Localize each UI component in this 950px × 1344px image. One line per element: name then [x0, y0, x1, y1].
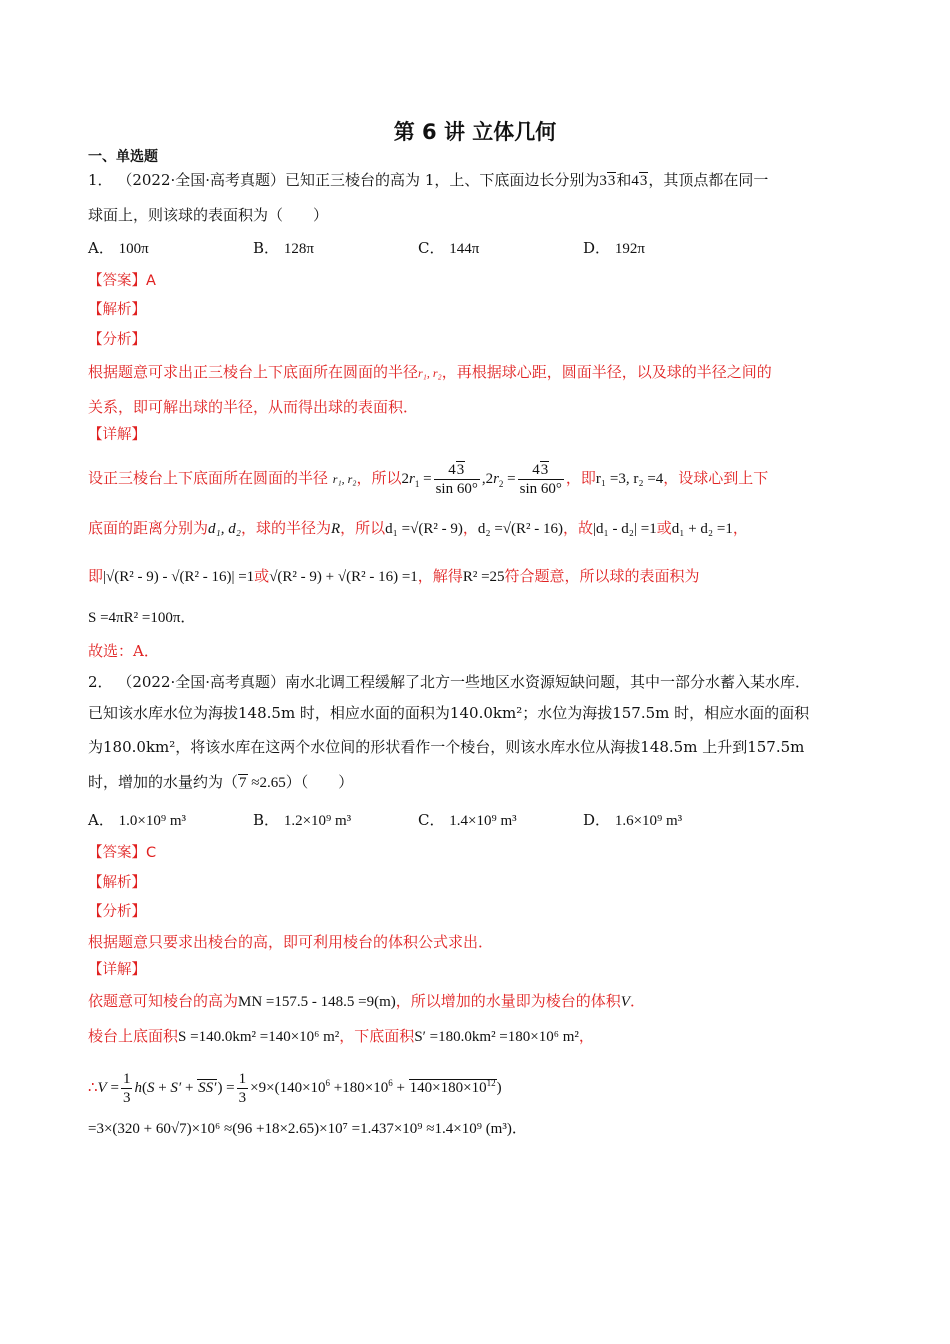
option-value: 1.2×10⁹ m³: [283, 813, 352, 829]
option-label: D．: [583, 811, 611, 829]
q1-edge-b: 43: [631, 173, 648, 189]
option-label: C．: [418, 239, 445, 257]
math-d2-expr: d₂ =√(R² - 16): [477, 521, 564, 537]
q1-choice: 故选：A．: [88, 642, 159, 660]
text: 或: [656, 519, 672, 537]
q1-detail-line1: [88, 458, 768, 504]
text: ．: [629, 992, 645, 1010]
q2-stem-line1: [88, 672, 810, 692]
q2-detail-line2: [88, 1026, 594, 1047]
q2-option-a[interactable]: [88, 809, 186, 830]
text: ，: [462, 519, 478, 537]
option-label: B．: [253, 239, 280, 257]
option-label: B．: [253, 811, 280, 829]
q1-stem-line2: 球面上，则该球的表面积为（ ）: [88, 206, 329, 224]
math-R2: R² =25: [462, 569, 505, 585]
text: 或: [254, 567, 270, 585]
q1-source: （2022·全国·高考真题）: [117, 171, 286, 189]
q2-stem-line2: 已知该水库水位为海拔148.5m 时，相应水面的面积为140.0km²；水位为海拔157.5m 时，相应水面的面积: [88, 704, 810, 722]
text: 时，增加的水量约为（: [88, 773, 239, 791]
text: 符合题意，所以球的表面积为: [504, 567, 700, 585]
math-sqrt7: 7: [239, 775, 247, 791]
math-S-expr: S =140.0km² =140×10⁶ m²: [178, 1029, 340, 1045]
option-value: 128π: [283, 241, 314, 257]
q2-fenxi-line: 根据题意只要求出棱台的高，即可利用棱台的体积公式求出．: [88, 933, 494, 951]
option-value: 1.4×10⁹ m³: [449, 813, 517, 829]
math-mn-expr: MN =157.5 - 148.5 =9(m): [238, 994, 396, 1010]
math-d1d2: d₁, d₂: [208, 521, 241, 537]
text: ，下底面积: [339, 1027, 415, 1045]
q2-stem-line4: [88, 772, 353, 793]
q1-detail-line2: [88, 518, 748, 539]
math-volume-formula: V = $\frac{1}{3}$ h(S + S′ + SS′) = $\frac{1}{3}$ $\times 9\times(140\times 10^6 +180\times 10^6 + 140\times 180\times 10^{12})$: [97, 1071, 502, 1107]
q1-option-b[interactable]: [253, 237, 314, 258]
text: ，再根据球心距，圆面半径，以及球的半径之间的: [441, 363, 772, 381]
therefore-symbol: ∴: [88, 1078, 98, 1096]
math-abs-expr: |√(R² - 9) - √(R² - 16)| =1: [103, 569, 255, 585]
section-heading: 一、单选题: [88, 149, 158, 165]
math-surface: S =4πR² =100π．: [88, 610, 196, 626]
math-2r1-expr: $2r_1$ = $\frac{43}{\sin 60^\circ}$ $,2r_2$ = $\frac{43}{\sin 60^\circ}$: [401, 462, 562, 498]
text: 棱台上底面积: [88, 1027, 179, 1045]
math-R: R: [330, 521, 341, 537]
text: ，解得: [417, 567, 463, 585]
text: 设正三棱台上下底面所在圆面的半径: [88, 469, 329, 487]
text: ，故: [563, 519, 594, 537]
option-label: A．: [88, 239, 114, 257]
math-r1r2: r₁, r₂: [418, 366, 442, 380]
page-title: 第 6 讲 立体几何: [393, 120, 557, 144]
math-sum-expr: d₁ + d₂ =1: [671, 521, 733, 537]
q2-detail-line3: [88, 1063, 502, 1108]
option-value: 144π: [449, 241, 480, 257]
option-label: D．: [583, 239, 611, 257]
q1-detail-line3: [88, 566, 700, 587]
q2-source: （2022·全国·高考真题）: [117, 673, 286, 691]
q2-answer: 【答案】C: [88, 845, 157, 861]
math-final-expr: =3×(320 + 60√7)×10⁶ ≈(96 +18×2.65)×10⁷ =1.437×10⁹ ≈1.4×10⁹ (m³)．: [88, 1121, 527, 1137]
q2-detail-line4: [88, 1118, 527, 1139]
option-label: A．: [88, 811, 114, 829]
q2-detail-line1: [88, 991, 645, 1012]
option-value: 1.6×10⁹ m³: [614, 813, 683, 829]
text: ，即: [565, 469, 596, 487]
text: 南水北调工程缓解了北方一些地区水资源短缺问题，其中一部分水蓄入某水库．: [285, 673, 811, 691]
q1-detail-line4: [88, 607, 195, 628]
q2-number: 2．: [88, 673, 113, 691]
q1-text-a: 已知正三棱台的高为 1，上、下底面边长分别为: [285, 171, 600, 189]
text: ，设球心到上下: [663, 469, 769, 487]
option-value: 1.0×10⁹ m³: [118, 813, 186, 829]
text: ，: [578, 1027, 594, 1045]
q2-option-b[interactable]: [253, 809, 351, 830]
q2-fenxi-tag: 【分析】: [88, 904, 146, 920]
text: ，: [732, 519, 748, 537]
q1-and: 和: [616, 171, 632, 189]
q1-option-d[interactable]: [583, 237, 645, 258]
text: ，所以: [356, 469, 402, 487]
q1-edge-a: 33: [599, 173, 616, 189]
q2-option-d[interactable]: [583, 809, 682, 830]
text: 根据题意可求出正三棱台上下底面所在圆面的半径: [88, 363, 419, 381]
text: 依题意可知棱台的高为: [88, 992, 239, 1010]
text: 即: [88, 567, 104, 585]
q2-stem-line3: 为180.0km²，将该水库在这两个水位间的形状看作一个棱台，则该水库水位从海拔148.5m 上升到157.5m: [88, 738, 805, 756]
q1-number: 1．: [88, 171, 113, 189]
math-diff-expr: |d₁ - d₂| =1: [593, 521, 657, 537]
q1-option-a[interactable]: [88, 237, 149, 258]
math-sqrt-sum-expr: √(R² - 9) + √(R² - 16) =1: [269, 569, 418, 585]
q2-analysis-tag: 【解析】: [88, 875, 146, 891]
text: 底面的距离分别为: [88, 519, 209, 537]
text: ，球的半径为: [240, 519, 331, 537]
text: ，所以: [340, 519, 386, 537]
q2-detail-tag: 【详解】: [88, 962, 146, 978]
text: ≈2.65）（ ）: [247, 775, 354, 791]
q1-stem-line1: [88, 170, 768, 191]
q1-fenxi-line2: 关系，即可解出球的半径，从而得出球的表面积．: [88, 398, 419, 416]
text: ，所以增加的水量即为棱台的体积: [395, 992, 621, 1010]
math-d1-expr: d₁ =√(R² - 9): [385, 521, 463, 537]
option-value: 100π: [118, 241, 149, 257]
option-label: C．: [418, 811, 445, 829]
q1-analysis-tag: 【解析】: [88, 302, 146, 318]
q1-fenxi-tag: 【分析】: [88, 332, 146, 348]
math-r-values: r₁ =3, r₂ =4: [595, 471, 664, 487]
q2-option-c[interactable]: [418, 809, 517, 830]
q1-detail-tag: 【详解】: [88, 427, 146, 443]
math-V: V: [620, 994, 630, 1010]
q1-text-b: ，其顶点都在同一: [648, 171, 769, 189]
math-S2-expr: S′ =180.0km² =180×10⁶ m²: [414, 1029, 579, 1045]
option-value: 192π: [614, 241, 645, 257]
q1-fenxi-line1: [88, 362, 772, 383]
math-r1r2: r₁, r₂: [332, 472, 357, 486]
q1-answer: 【答案】A: [88, 273, 156, 289]
q1-option-c[interactable]: [418, 237, 479, 258]
